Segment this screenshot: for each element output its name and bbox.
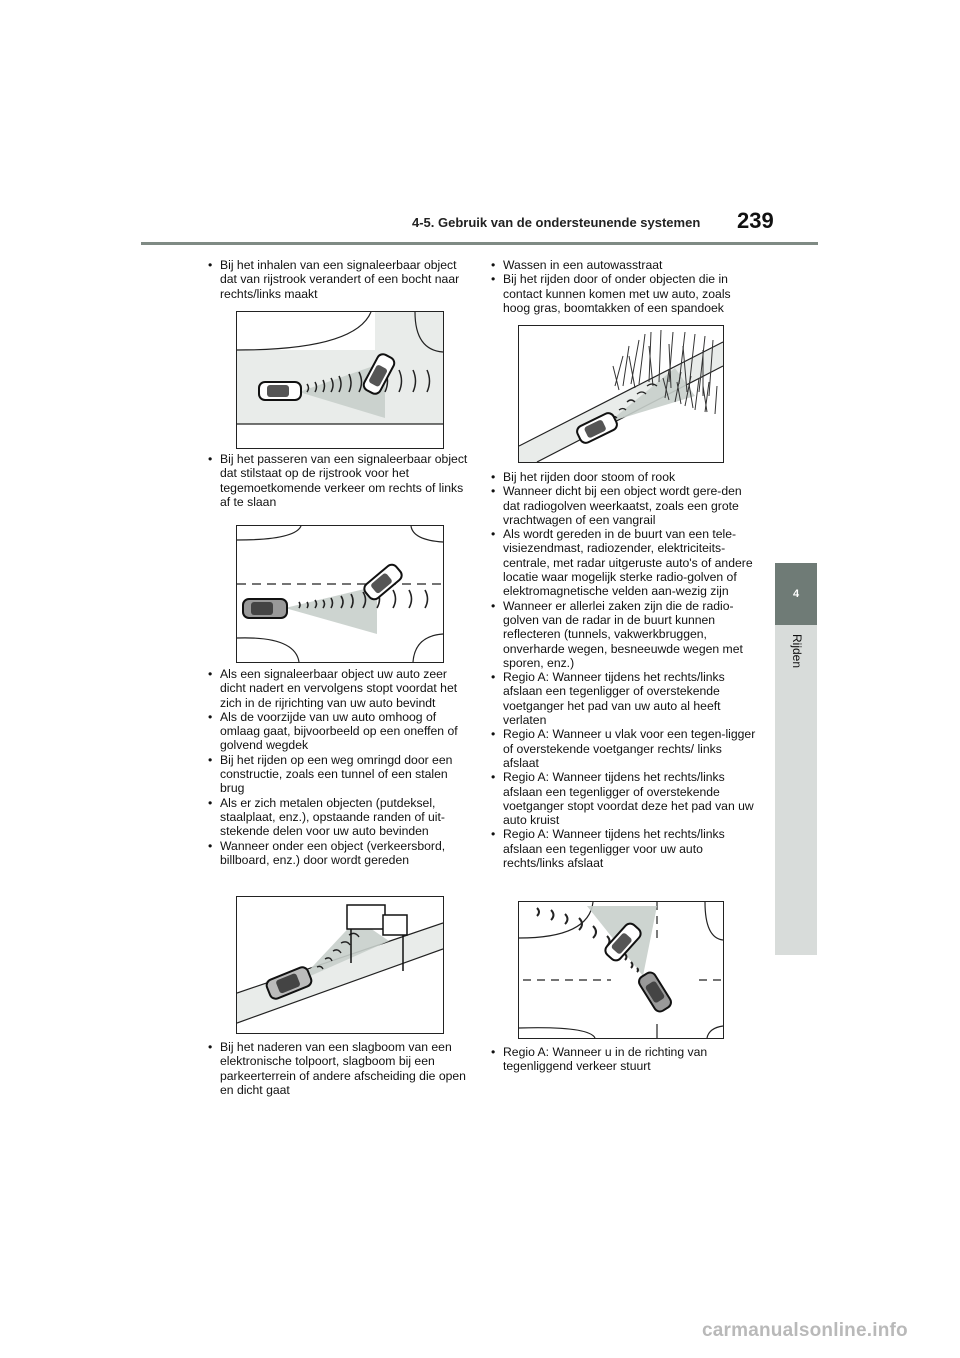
bullet-list-right-1 <box>486 258 758 315</box>
list-item: • Bij het rijden door of onder objecten die in contact kunnen komen met uw auto, zoals hoog gras, boomtakken of een spandoek <box>486 272 758 315</box>
list-item: • Wanneer onder een object (verkeersbord, billboard, enz.) door wordt gereden <box>203 839 475 868</box>
figure-passing-stationary-vehicle <box>236 525 444 663</box>
list-item: • Wanneer er allerlei zaken zijn die de radio-golven van de radar in de buurt kunnen reflecteren (tunnels, vakwerkbruggen, onverharde wegen, besneeuwde wegen met sporen, enz.) <box>486 599 758 670</box>
list-item: • Bij het rijden door stoom of rook <box>486 470 758 484</box>
road-diagram-1 <box>237 312 443 448</box>
list-item: • Regio A: Wanneer tijdens het rechts/links afslaan een tegenligger of overstekende voetganger het pad van uw auto al heeft verlaten <box>486 670 758 727</box>
list-item: • Wassen in een autowasstraat <box>486 258 758 272</box>
road-diagram-4 <box>519 326 723 462</box>
list-item: • Als wordt gereden in de buurt van een tele-visiezendmast, radiozender, elektriciteits-centrale, met radar uitgeruste auto's of andere locatie waar mogelijk sterke radio-golven of elektromagnetische velden aan-wezig zijn <box>486 527 758 598</box>
list-item: • Als een signaleerbaar object uw auto zeer dicht nadert en vervolgens stopt voordat het zich in de rijrichting van uw auto bevindt <box>203 667 475 710</box>
chapter-number: 4 <box>792 588 800 600</box>
header-divider <box>141 242 818 245</box>
list-item: • Regio A: Wanneer u in de richting van tegenliggend verkeer stuurt <box>486 1045 758 1074</box>
bullet-list-right-2 <box>486 470 758 870</box>
list-item: • Bij het inhalen van een signaleerbaar object dat van rijstrook verandert of een bocht naar rechts/links maakt <box>203 258 475 301</box>
list-item: • Regio A: Wanneer tijdens het rechts/links afslaan een tegenligger voor uw auto rechts/links afslaat <box>486 827 758 870</box>
chapter-tab-strip <box>775 625 817 955</box>
list-item: • Als er zich metalen objecten (putdeksel, staalplaat, enz.), opstaande randen of uit-stekende delen voor uw auto bevinden <box>203 796 475 839</box>
chapter-label: Rijden <box>790 634 804 669</box>
section-title: 4-5. Gebruik van de ondersteunende systemen <box>412 215 701 230</box>
list-item: • Bij het naderen van een slagboom van een elektronische tolpoort, slagboom bij een parkeerterrein of andere afscheiding die open en dicht gaat <box>203 1040 475 1097</box>
figure-overhead-sign <box>236 896 444 1034</box>
list-item: • Wanneer dicht bij een object wordt gere-den dat radiogolven weerkaatst, zoals een grote vrachtwagen of een vangrail <box>486 484 758 527</box>
list-item: • Regio A: Wanneer tijdens het rechts/links afslaan een tegenligger of overstekende voetganger stopt voordat deze het pad van uw auto kruist <box>486 770 758 827</box>
chapter-tab[interactable] <box>775 563 817 625</box>
list-item: • Bij het rijden op een weg omringd door een constructie, zoals een tunnel of een stalen brug <box>203 753 475 796</box>
bullet-list-left-1 <box>203 258 475 301</box>
figure-oncoming-turning-vehicle <box>518 901 724 1039</box>
bullet-list-left-2 <box>203 452 475 509</box>
page-number: 239 <box>737 208 774 233</box>
bullet-list-left-3 <box>203 667 475 867</box>
figure-overtaking-turning-vehicle <box>236 311 444 449</box>
watermark: carmanualsonline.info <box>702 1320 908 1341</box>
list-item: • Als de voorzijde van uw auto omhoog of omlaag gaat, bijvoorbeeld op een oneffen of golvend wegdek <box>203 710 475 753</box>
road-diagram-2 <box>237 526 443 662</box>
bullet-list-right-3 <box>486 1045 758 1074</box>
list-item: • Regio A: Wanneer u vlak voor een tegen-ligger of overstekende voetganger rechts/ links afslaat <box>486 727 758 770</box>
figure-tall-grass <box>518 325 724 463</box>
bullet-list-left-4 <box>203 1040 475 1097</box>
road-diagram-3 <box>237 897 443 1033</box>
road-diagram-5 <box>519 902 723 1038</box>
list-item: • Bij het passeren van een signaleerbaar object dat stilstaat op de rijstrook voor het tegemoetkomende verkeer om rechts of links af te slaan <box>203 452 475 509</box>
